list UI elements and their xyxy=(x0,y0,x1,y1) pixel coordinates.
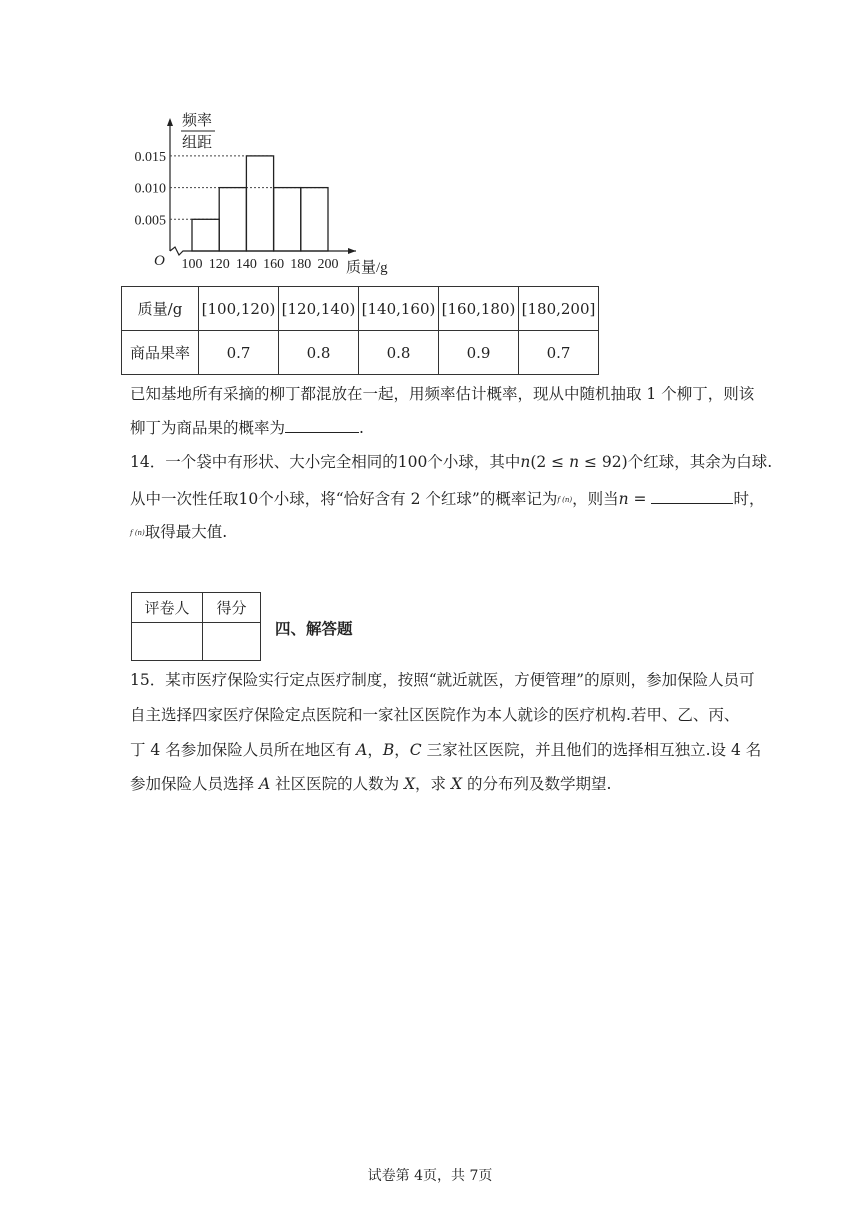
q15-text: 参加保险人员选择 xyxy=(130,775,259,793)
q15-text: ， xyxy=(367,741,383,759)
origin-label: O xyxy=(154,253,165,269)
y-axis-label-top: 频率 xyxy=(182,113,213,129)
q15-line-1: 15．某市医疗保险实行定点医疗制度，按照“就近就医，方便管理”的原则，参加保险人员可 xyxy=(130,671,755,689)
histogram-chart xyxy=(120,100,400,280)
q15-var: A xyxy=(356,741,368,759)
q15-var: X xyxy=(450,775,463,793)
x-tick-label: 160 xyxy=(263,257,285,272)
x-axis-arrow xyxy=(348,248,356,254)
grader-label: 评卷人 xyxy=(132,593,203,623)
q14-var-n: n xyxy=(618,490,629,508)
y-axis-arrow xyxy=(167,118,173,126)
histogram-bar xyxy=(301,188,328,251)
table-interval-cell: [160,180) xyxy=(439,287,519,331)
q14-line-2 xyxy=(130,489,764,510)
q14-var-n: n xyxy=(569,453,580,471)
q15-text: 的分布列及数学期望. xyxy=(462,775,612,793)
q14-line-3 xyxy=(130,522,227,543)
q13-line-1: 已知基地所有采摘的柳丁都混放在一起，用频率估计概率，现从中随机抽取 1 个柳丁，则该 xyxy=(130,385,755,403)
q14-text: 从中一次性任取 xyxy=(130,490,239,508)
score-box xyxy=(131,592,261,661)
q15-text: 丁 4 名参加保险人员所在地区有 xyxy=(130,741,357,759)
y-tick-label: 0.005 xyxy=(134,213,166,229)
q15-text: ， xyxy=(394,741,410,759)
q13-period: . xyxy=(359,419,364,437)
table-header-row xyxy=(122,287,599,331)
q14-text: 个小球，其中 xyxy=(427,453,521,471)
histogram-bar xyxy=(274,188,301,251)
table-rate-cell: 0.7 xyxy=(199,331,279,375)
q14-line-1 xyxy=(130,452,772,472)
table-interval-cell: [140,160) xyxy=(359,287,439,331)
table-rate-row xyxy=(122,331,599,375)
q14-var-n: n xyxy=(520,453,531,471)
score-box-body xyxy=(132,623,261,661)
q14-text: 个小球，将“恰好含有 2 个红球”的概率记为 xyxy=(258,490,558,508)
q15-var: B xyxy=(382,741,395,759)
q14-text: 个红球，其余为白球. xyxy=(627,453,773,471)
q15-var: A xyxy=(258,775,271,793)
score-box-header xyxy=(132,593,261,623)
answer-blank[interactable] xyxy=(651,489,733,504)
y-axis-label-bottom: 组距 xyxy=(182,135,213,151)
q14-number: 10 xyxy=(238,490,259,508)
y-tick-label: 0.010 xyxy=(134,181,166,197)
x-tick-label: 100 xyxy=(181,257,203,272)
q14-text: 取得最大值. xyxy=(144,523,228,541)
x-axis-label: 质量/g xyxy=(346,260,388,276)
table-header-label: 质量/g xyxy=(122,287,199,331)
q13-text: 柳丁为商品果的概率为 xyxy=(130,419,286,437)
page-footer: 试卷第 4页，共 7页 xyxy=(367,1168,493,1184)
section-title: 四、解答题 xyxy=(275,619,353,638)
histogram-bar xyxy=(192,219,219,251)
table-rate-cell: 0.9 xyxy=(439,331,519,375)
answer-blank[interactable] xyxy=(285,418,359,433)
q14-math: = xyxy=(628,490,652,508)
x-tick-label: 140 xyxy=(235,257,257,272)
x-tick-label: 120 xyxy=(208,257,230,272)
q14-text: ，则当 xyxy=(572,490,619,508)
y-tick-label: 0.015 xyxy=(134,149,166,165)
q14-text: 14．一个袋中有形状、大小完全相同的 xyxy=(130,453,398,471)
q15-text: 社区医院的人数为 xyxy=(270,775,404,793)
q15-text: 三家社区医院，并且他们的选择相互独立.设 4 名 xyxy=(421,741,762,759)
table-rate-cell: 0.7 xyxy=(519,331,599,375)
q15-var: C xyxy=(409,741,422,759)
q14-fn: f (n) xyxy=(557,496,573,504)
table-rate-cell: 0.8 xyxy=(279,331,359,375)
q14-text: 时， xyxy=(733,490,765,508)
q14-math: (2 ≤ xyxy=(530,453,570,471)
q15-var: X xyxy=(404,775,416,793)
x-tick-label: 200 xyxy=(317,257,339,272)
q15-line-4 xyxy=(130,774,611,794)
commodity-rate-table xyxy=(121,286,599,375)
q14-fn: f (n) xyxy=(130,529,145,537)
histogram-bar xyxy=(219,188,246,251)
x-tick-label: 180 xyxy=(290,257,312,272)
q15-line-3 xyxy=(130,740,761,760)
q15-text: ，求 xyxy=(415,775,451,793)
q15-line-2: 自主选择四家医疗保险定点医院和一家社区医院作为本人就诊的医疗机构.若甲、乙、丙、 xyxy=(130,706,740,724)
table-rate-cell: 0.8 xyxy=(359,331,439,375)
table-interval-cell: [120,140) xyxy=(279,287,359,331)
table-interval-cell: [100,120) xyxy=(199,287,279,331)
score-field[interactable] xyxy=(203,623,261,661)
histogram-bar xyxy=(246,156,273,251)
q14-math: ≤ 92) xyxy=(579,453,628,471)
table-interval-cell: [180,200] xyxy=(519,287,599,331)
table-row-label: 商品果率 xyxy=(122,331,199,375)
q13-line-2 xyxy=(130,418,364,438)
grader-field[interactable] xyxy=(132,623,203,661)
q14-number: 100 xyxy=(397,453,428,471)
score-label: 得分 xyxy=(203,593,261,623)
